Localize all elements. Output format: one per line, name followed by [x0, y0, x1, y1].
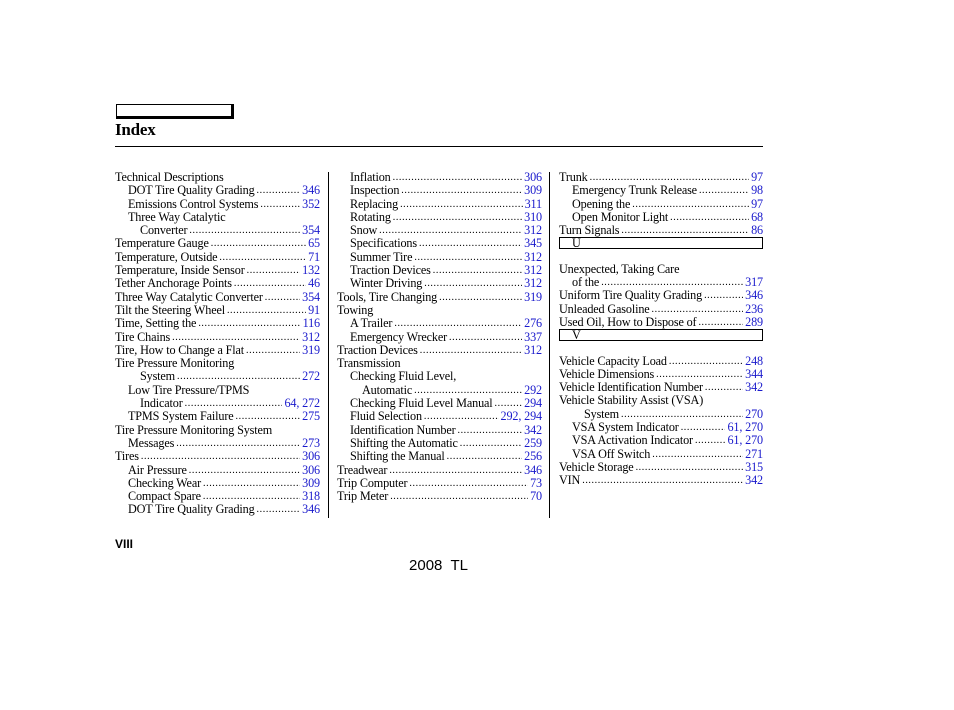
- entry-label: Snow: [350, 224, 378, 238]
- index-entry: [337, 237, 542, 250]
- index-entry: [559, 276, 763, 289]
- leader-dots: [189, 464, 300, 477]
- leader-dots: [227, 304, 306, 317]
- leader-dots: [698, 316, 743, 329]
- entry-label: Checking Fluid Level,: [350, 370, 457, 384]
- entry-label: VSA System Indicator: [572, 421, 679, 435]
- page-link[interactable]: 292, 294: [500, 410, 542, 424]
- index-entry: [559, 198, 763, 211]
- index-entry: [337, 397, 542, 410]
- entry-label: DOT Tire Quality Grading: [128, 184, 255, 198]
- column-divider: [328, 172, 329, 518]
- leader-dots: [393, 171, 523, 184]
- entry-label: Temperature, Outside: [115, 250, 218, 264]
- index-entry: [559, 184, 763, 197]
- entry-label: Emergency Wrecker: [350, 330, 448, 344]
- leader-dots: [379, 224, 522, 237]
- entry-label: Checking Wear: [128, 476, 201, 490]
- leader-dots: [203, 477, 300, 490]
- page-link[interactable]: 352: [302, 197, 320, 211]
- entry-label: TPMS System Failure: [128, 410, 234, 424]
- index-entry: [559, 289, 763, 302]
- entry-label: Fluid Selection: [350, 410, 422, 424]
- page-link[interactable]: 46: [308, 277, 320, 291]
- index-entry: [337, 264, 542, 277]
- index-entry: [559, 355, 763, 368]
- page-link[interactable]: 312: [524, 343, 542, 357]
- index-entry: [115, 437, 320, 450]
- index-entry: [115, 317, 320, 330]
- leader-dots: [176, 437, 300, 450]
- leader-dots: [236, 410, 301, 423]
- entry-label: Vehicle Stability Assist (VSA): [559, 394, 704, 408]
- page-link[interactable]: 312: [524, 224, 542, 238]
- index-entry: [337, 304, 542, 317]
- page-link[interactable]: 71: [308, 250, 320, 264]
- leader-dots: [652, 303, 744, 316]
- index-entry: [559, 448, 763, 461]
- page-link[interactable]: 256: [524, 450, 542, 464]
- index-entry: [337, 198, 542, 211]
- index-entry: [337, 490, 542, 503]
- index-entry: [559, 171, 763, 184]
- entry-label: Open Monitor Light: [572, 210, 669, 224]
- index-entry: [115, 224, 320, 237]
- index-entry: [115, 304, 320, 317]
- leader-dots: [670, 211, 749, 224]
- leader-dots: [141, 450, 300, 463]
- entry-label: Checking Fluid Level Manual: [350, 397, 493, 411]
- page-link[interactable]: 306: [524, 171, 542, 184]
- index-entry: [115, 357, 320, 370]
- entry-label: Tire, How to Change a Flat: [115, 343, 245, 357]
- leader-dots: [420, 344, 522, 357]
- leader-dots: [449, 331, 522, 344]
- page-link[interactable]: 116: [302, 317, 320, 331]
- leader-dots: [447, 450, 523, 463]
- entry-label: Temperature Gauge: [115, 237, 209, 251]
- entry-label: Three Way Catalytic Converter: [115, 290, 263, 304]
- index-entry: [337, 357, 542, 370]
- leader-dots: [393, 211, 522, 224]
- page-link[interactable]: 292: [524, 383, 542, 397]
- page-link[interactable]: 318: [302, 490, 320, 504]
- entry-label: A Trailer: [350, 317, 393, 331]
- leader-dots: [699, 184, 749, 197]
- entry-label: Identification Number: [350, 423, 456, 437]
- index-entry: [115, 291, 320, 304]
- page-link[interactable]: 64, 272: [284, 397, 320, 411]
- entry-label: Winter Driving: [350, 277, 423, 291]
- page-link[interactable]: 337: [524, 330, 542, 344]
- leader-dots: [185, 397, 283, 410]
- entry-label: Three Way Catalytic: [128, 210, 226, 224]
- entry-label: Summer Tire: [350, 250, 413, 264]
- index-entry: [337, 370, 542, 383]
- leader-dots: [424, 277, 522, 290]
- leader-dots: [460, 437, 522, 450]
- page-link[interactable]: 98: [751, 184, 763, 198]
- page-link[interactable]: 315: [745, 460, 763, 474]
- column-divider: [549, 172, 550, 518]
- entry-label: Time, Setting the: [115, 317, 197, 331]
- entry-label: Vehicle Dimensions: [559, 367, 655, 381]
- leader-dots: [211, 237, 306, 250]
- index-entry: [337, 384, 542, 397]
- index-entry: [559, 224, 763, 237]
- index-column-3: [559, 171, 763, 488]
- page-link[interactable]: 289: [745, 315, 763, 329]
- page-link[interactable]: 345: [524, 237, 542, 251]
- leader-dots: [172, 331, 300, 344]
- entry-label: DOT Tire Quality Grading: [128, 503, 255, 517]
- index-entry: [337, 277, 542, 290]
- entry-label: Vehicle Storage: [559, 460, 634, 474]
- leader-dots: [433, 264, 522, 277]
- entry-label: Trunk: [559, 171, 588, 184]
- index-entry: [115, 370, 320, 383]
- leader-dots: [636, 461, 744, 474]
- page-link[interactable]: 317: [745, 276, 763, 290]
- page-link[interactable]: 342: [524, 423, 542, 437]
- entry-label: Low Tire Pressure/TPMS: [128, 383, 250, 397]
- leader-dots: [257, 503, 301, 516]
- entry-label: Traction Devices: [337, 343, 418, 357]
- letter-heading-box: V: [559, 329, 763, 341]
- entry-label: Inspection: [350, 184, 400, 198]
- leader-dots: [590, 171, 750, 184]
- entry-label: Tire Chains: [115, 330, 171, 344]
- index-entry: [115, 251, 320, 264]
- leader-dots: [632, 198, 749, 211]
- entry-label: Unexpected, Taking Care: [559, 262, 680, 276]
- index-entry: [559, 474, 763, 487]
- index-entry: [337, 291, 542, 304]
- leader-dots: [219, 251, 306, 264]
- entry-label: Tilt the Steering Wheel: [115, 303, 225, 317]
- page-link[interactable]: 97: [751, 171, 763, 184]
- page-link[interactable]: 319: [302, 343, 320, 357]
- entry-label: Air Pressure: [128, 463, 187, 477]
- leader-dots: [247, 264, 301, 277]
- leader-dots: [656, 368, 743, 381]
- page-link[interactable]: 346: [302, 184, 320, 198]
- page-link[interactable]: 271: [745, 447, 763, 461]
- entry-label: Shifting the Automatic: [350, 436, 458, 450]
- page-link[interactable]: 273: [302, 436, 320, 450]
- leader-dots: [439, 291, 522, 304]
- page-link[interactable]: 65: [308, 237, 320, 251]
- index-entry: [559, 461, 763, 474]
- page-link[interactable]: 61, 270: [727, 421, 763, 435]
- section-tab-box: [116, 104, 234, 119]
- index-entry: [337, 464, 542, 477]
- page-link[interactable]: 312: [302, 330, 320, 344]
- leader-dots: [621, 224, 749, 237]
- index-entry: [115, 331, 320, 344]
- index-entry: [337, 171, 542, 184]
- page-link[interactable]: 270: [745, 407, 763, 421]
- title-divider: [115, 146, 763, 147]
- index-entry: [559, 434, 763, 447]
- index-entry: [337, 317, 542, 330]
- leader-dots: [704, 289, 743, 302]
- index-column-1: [115, 171, 320, 517]
- index-entry: [115, 397, 320, 410]
- leader-dots: [401, 184, 522, 197]
- index-entry: [337, 331, 542, 344]
- leader-dots: [695, 434, 726, 447]
- index-entry: [337, 410, 542, 423]
- page-link[interactable]: 312: [524, 250, 542, 264]
- index-entry: [337, 450, 542, 463]
- page-link[interactable]: 73: [530, 476, 542, 490]
- entry-label: Emissions Control Systems: [128, 197, 259, 211]
- entry-label: Tools, Tire Changing: [337, 290, 438, 304]
- leader-dots: [652, 448, 743, 461]
- entry-label: VIN: [559, 474, 581, 488]
- entry-label: Technical Descriptions: [115, 171, 224, 184]
- entry-label: VSA Activation Indicator: [572, 434, 693, 448]
- leader-dots: [177, 370, 300, 383]
- page-link[interactable]: 309: [302, 476, 320, 490]
- entry-label: Vehicle Identification Number: [559, 381, 703, 395]
- index-entry: [115, 171, 320, 184]
- entry-label: Turn Signals: [559, 224, 620, 238]
- leader-dots: [257, 184, 301, 197]
- index-entry: [337, 184, 542, 197]
- leader-dots: [203, 490, 300, 503]
- page-link[interactable]: 272: [302, 370, 320, 384]
- index-entry: [115, 490, 320, 503]
- page-link[interactable]: 236: [745, 302, 763, 316]
- index-entry: [115, 410, 320, 423]
- entry-label: Trip Meter: [337, 490, 389, 504]
- page-link[interactable]: 312: [524, 277, 542, 291]
- entry-label: Shifting the Manual: [350, 450, 445, 464]
- entry-label: Tire Pressure Monitoring System: [115, 423, 273, 437]
- page-link[interactable]: 354: [302, 290, 320, 304]
- leader-dots: [389, 464, 522, 477]
- index-entry: [115, 464, 320, 477]
- index-entry: [115, 503, 320, 516]
- entry-label: Transmission: [337, 357, 401, 371]
- entry-label: Opening the: [572, 197, 631, 211]
- index-entry: [337, 477, 542, 490]
- leader-dots: [621, 408, 743, 421]
- page-link[interactable]: 312: [524, 264, 542, 278]
- index-entry: [115, 424, 320, 437]
- page-link[interactable]: 354: [302, 224, 320, 238]
- index-entry: [559, 316, 763, 329]
- page-link[interactable]: 132: [302, 264, 320, 278]
- index-entry: [115, 277, 320, 290]
- index-entry: [559, 368, 763, 381]
- leader-dots: [414, 384, 522, 397]
- page-link[interactable]: 97: [751, 197, 763, 211]
- index-entry: [337, 424, 542, 437]
- entry-label: System: [584, 407, 619, 421]
- spacer: [559, 341, 763, 354]
- index-entry: [115, 198, 320, 211]
- page-link[interactable]: 68: [751, 210, 763, 224]
- footer-model: 2008 TL: [409, 557, 468, 574]
- entry-label: Temperature, Inside Sensor: [115, 264, 245, 278]
- entry-label: Traction Devices: [350, 264, 431, 278]
- entry-label: VSA Off Switch: [572, 447, 651, 461]
- index-entry: [559, 263, 763, 276]
- leader-dots: [601, 276, 743, 289]
- index-entry: [115, 344, 320, 357]
- page-link[interactable]: 306: [302, 463, 320, 477]
- leader-dots: [198, 317, 300, 330]
- leader-dots: [669, 355, 743, 368]
- leader-dots: [424, 410, 499, 423]
- page-link[interactable]: 342: [745, 474, 763, 488]
- page-link[interactable]: 346: [524, 463, 542, 477]
- entry-label: of the: [572, 276, 600, 290]
- entry-label: Messages: [128, 436, 175, 450]
- leader-dots: [582, 474, 743, 487]
- page-link[interactable]: 70: [530, 490, 542, 504]
- letter-heading-box: U: [559, 237, 763, 249]
- page-title: Index: [115, 120, 156, 139]
- leader-dots: [390, 490, 528, 503]
- leader-dots: [681, 421, 726, 434]
- index-entry: [337, 211, 542, 224]
- index-entry: [559, 394, 763, 407]
- index-entry: [337, 344, 542, 357]
- page-link[interactable]: 259: [524, 436, 542, 450]
- index-entry: [559, 303, 763, 316]
- leader-dots: [246, 344, 300, 357]
- page-link[interactable]: 275: [302, 410, 320, 424]
- page-link[interactable]: 91: [308, 303, 320, 317]
- page-link[interactable]: 306: [302, 450, 320, 464]
- page-link[interactable]: 310: [524, 210, 542, 224]
- index-entry: [115, 477, 320, 490]
- leader-dots: [457, 424, 522, 437]
- page-link[interactable]: 294: [524, 397, 542, 411]
- index-entry: [337, 251, 542, 264]
- leader-dots: [409, 477, 528, 490]
- entry-label: Replacing: [350, 197, 399, 211]
- page-link[interactable]: 86: [751, 224, 763, 238]
- page-link[interactable]: 309: [524, 184, 542, 198]
- index-entry: [115, 264, 320, 277]
- page-link[interactable]: 61, 270: [727, 434, 763, 448]
- entry-label: Trip Computer: [337, 476, 408, 490]
- entry-label: Tether Anchorage Points: [115, 277, 232, 291]
- leader-dots: [394, 317, 522, 330]
- index-entry: [115, 184, 320, 197]
- index-entry: [559, 211, 763, 224]
- entry-label: Converter: [140, 224, 188, 238]
- entry-label: System: [140, 370, 175, 384]
- leader-dots: [189, 224, 300, 237]
- leader-dots: [265, 291, 300, 304]
- entry-label: Automatic: [362, 383, 413, 397]
- leader-dots: [419, 237, 522, 250]
- entry-label: Towing: [337, 303, 374, 317]
- entry-label: Vehicle Capacity Load: [559, 354, 667, 368]
- entry-label: Specifications: [350, 237, 417, 251]
- page-link[interactable]: 276: [524, 317, 542, 331]
- page-link[interactable]: 342: [745, 381, 763, 395]
- entry-label: Tires: [115, 450, 139, 464]
- page-link[interactable]: 344: [745, 367, 763, 381]
- leader-dots: [400, 198, 523, 211]
- entry-label: Uniform Tire Quality Grading: [559, 289, 703, 303]
- entry-label: Tire Pressure Monitoring: [115, 357, 235, 371]
- entry-label: Unleaded Gasoline: [559, 302, 650, 316]
- index-entry: [559, 421, 763, 434]
- page-link[interactable]: 346: [302, 503, 320, 517]
- entry-label: Indicator: [140, 397, 183, 411]
- entry-label: Inflation: [350, 171, 391, 184]
- index-column-2: [337, 171, 542, 503]
- leader-dots: [234, 277, 306, 290]
- leader-dots: [495, 397, 523, 410]
- page-number: VIII: [115, 537, 134, 551]
- page-link[interactable]: 319: [524, 290, 542, 304]
- page-link[interactable]: 311: [524, 197, 542, 211]
- index-entry: [337, 224, 542, 237]
- index-entry: [559, 408, 763, 421]
- page-link[interactable]: 248: [745, 354, 763, 368]
- index-entry: [115, 450, 320, 463]
- index-entry: [115, 384, 320, 397]
- index-entry: [559, 381, 763, 394]
- index-entry: [115, 237, 320, 250]
- index-entry: [115, 211, 320, 224]
- entry-label: Treadwear: [337, 463, 388, 477]
- entry-label: Rotating: [350, 210, 391, 224]
- index-entry: [337, 437, 542, 450]
- spacer: [559, 249, 763, 262]
- page-link[interactable]: 346: [745, 289, 763, 303]
- leader-dots: [260, 198, 300, 211]
- leader-dots: [414, 251, 522, 264]
- entry-label: Used Oil, How to Dispose of: [559, 315, 697, 329]
- leader-dots: [705, 381, 743, 394]
- entry-label: Compact Spare: [128, 490, 201, 504]
- entry-label: Emergency Trunk Release: [572, 184, 697, 198]
